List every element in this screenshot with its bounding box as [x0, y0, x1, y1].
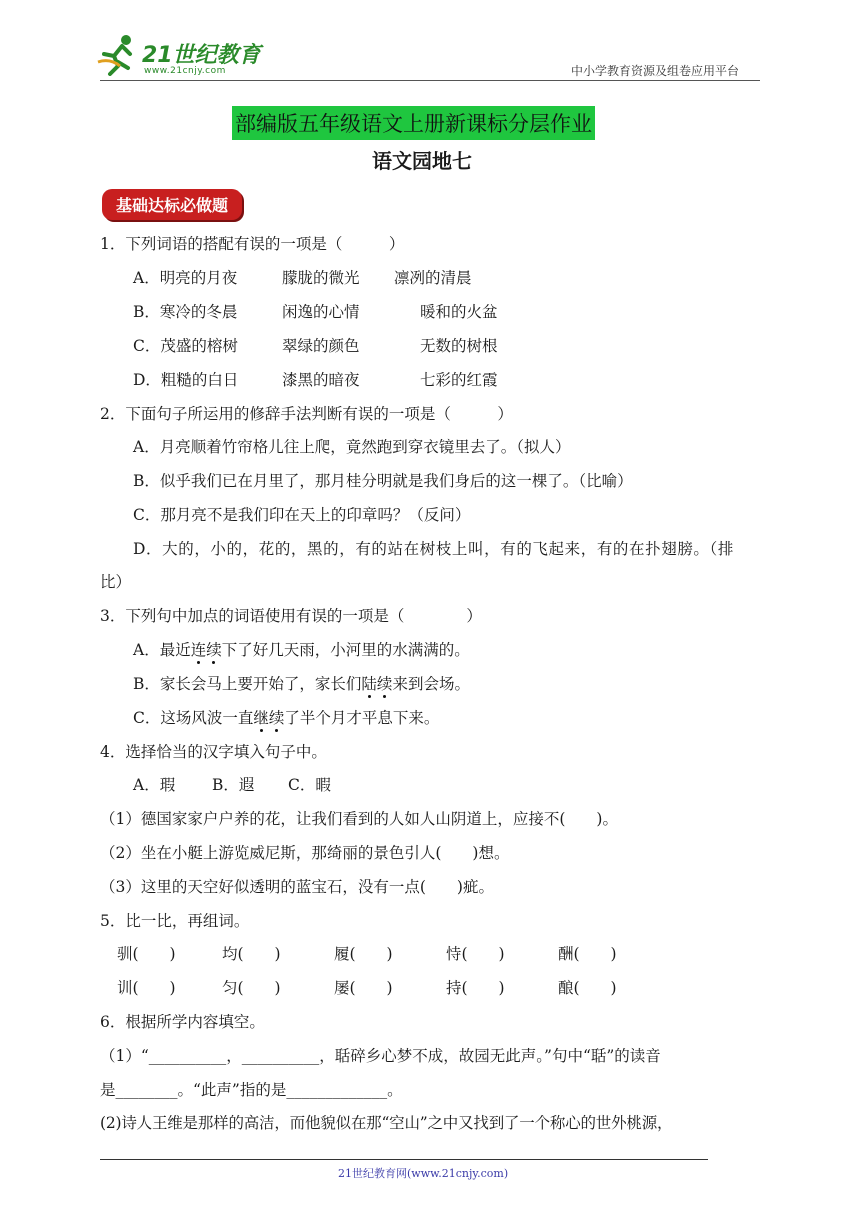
q4-stem: 4．选择恰当的汉字填入句子中。	[100, 743, 327, 761]
q1-d-1: D．粗糙的白日	[133, 371, 239, 389]
q3-option-b	[133, 672, 470, 694]
q3-c-dotted-word: 继续	[253, 709, 285, 727]
q4-sentence-3: （3）这里的天空好似透明的蓝宝石，没有一点( )疵。	[100, 878, 494, 896]
q5-row2-1: 训( )	[117, 979, 176, 997]
q3-a-dotted-word: 连续	[190, 641, 222, 659]
footer-divider	[100, 1159, 708, 1160]
q1-c-2: 翠绿的颜色	[282, 337, 360, 355]
q5-row1-3: 履( )	[334, 945, 393, 963]
q5-row1-5: 酬( )	[558, 945, 617, 963]
q5-row1-2: 均( )	[222, 945, 281, 963]
q3-b-dotted-word: 陆续	[361, 675, 393, 693]
q1-b-2: 闲逸的心情	[282, 303, 360, 321]
q5-row1-1: 驯( )	[117, 945, 176, 963]
page-subtitle: 语文园地七	[372, 149, 472, 173]
q2-option-d-cont: 比）	[100, 573, 132, 591]
q5-row2-4: 持( )	[446, 979, 505, 997]
q3-c-post: 了半个月才平息下来。	[284, 709, 440, 727]
q5-row1-4: 恃( )	[446, 945, 505, 963]
q3-b-post: 来到会场。	[392, 675, 470, 693]
q4-option-c: C．暇	[288, 776, 331, 794]
q3-c-pre: C．这场风波一直	[133, 709, 254, 727]
q3-option-a	[133, 638, 470, 660]
page-title-banner: 部编版五年级语文上册新课标分层作业	[232, 106, 595, 140]
q3-stem: 3．下列句中加点的词语使用有误的一项是（ ）	[100, 607, 482, 625]
q4-sentence-2: （2）坐在小艇上游览威尼斯，那绮丽的景色引人( )想。	[100, 844, 510, 862]
runner-logo-icon	[96, 32, 140, 76]
site-logo[interactable]	[96, 30, 261, 80]
q6-s1-line2: 是________。“此声”指的是_____________。	[100, 1081, 403, 1099]
logo-url: www.21cnjy.com	[144, 66, 226, 76]
q4-option-b: B．遐	[212, 776, 255, 794]
q1-b-1: B．寒冷的冬晨	[133, 303, 238, 321]
section-badge: 基础达标必做题	[102, 189, 242, 220]
q5-row2-2: 匀( )	[222, 979, 281, 997]
q6-s2-line1: (2)诗人王维是那样的高洁，而他貌似在那“空山”之中又找到了一个称心的世外桃源，	[100, 1114, 673, 1132]
q2-stem: 2．下面句子所运用的修辞手法判断有误的一项是（ ）	[100, 405, 513, 423]
q1-d-2: 漆黑的暗夜	[282, 371, 360, 389]
q2-option-b: B．似乎我们已在月里了，那月桂分明就是我们身后的这一棵了。（比喻）	[133, 472, 633, 490]
q1-a-2: 朦胧的微光	[282, 269, 360, 287]
q1-d-3: 七彩的红霞	[420, 371, 498, 389]
q3-b-pre: B．家长会马上要开始了，家长们	[133, 675, 362, 693]
q2-option-d: D．大的，小的，花的，黑的，有的站在树枝上叫，有的飞起来，有的在扑翅膀。（排	[133, 540, 734, 558]
q4-sentence-1: （1）德国家家户户养的花，让我们看到的人如人山阴道上，应接不( )。	[100, 810, 618, 828]
platform-name: 中小学教育资源及组卷应用平台	[571, 64, 740, 78]
q5-row2-5: 酿( )	[558, 979, 617, 997]
q1-c-3: 无数的树根	[420, 337, 498, 355]
q3-option-c	[133, 706, 439, 728]
q5-stem: 5．比一比，再组词。	[100, 912, 250, 930]
q6-stem: 6．根据所学内容填空。	[100, 1013, 265, 1031]
q5-row2-3: 屡( )	[334, 979, 393, 997]
header-divider	[100, 80, 760, 81]
q4-option-a: A．瑕	[133, 776, 176, 794]
q6-s1-line1: （1）“__________，__________，聒碎乡心梦不成，故园无此声。”句中“聒”的读音	[100, 1047, 661, 1065]
q3-a-post: 下了好几天雨，小河里的水满满的。	[221, 641, 470, 659]
q2-option-c: C．那月亮不是我们印在天上的印章吗？（反问）	[133, 506, 471, 524]
q1-c-1: C．茂盛的榕树	[133, 337, 238, 355]
q1-a-3: 凛冽的清晨	[394, 269, 472, 287]
logo-text: 21世纪教育	[142, 43, 261, 68]
footer-link[interactable]: 21世纪教育网(www.21cnjy.com)	[338, 1167, 509, 1180]
q1-stem: 1．下列词语的搭配有误的一项是（ ）	[100, 235, 405, 253]
q3-a-pre: A．最近	[133, 641, 191, 659]
q1-b-3: 暖和的火盆	[420, 303, 498, 321]
q1-a-1: A．明亮的月夜	[133, 269, 238, 287]
q2-option-a: A．月亮顺着竹帘格儿往上爬，竟然跑到穿衣镜里去了。（拟人）	[133, 438, 571, 456]
